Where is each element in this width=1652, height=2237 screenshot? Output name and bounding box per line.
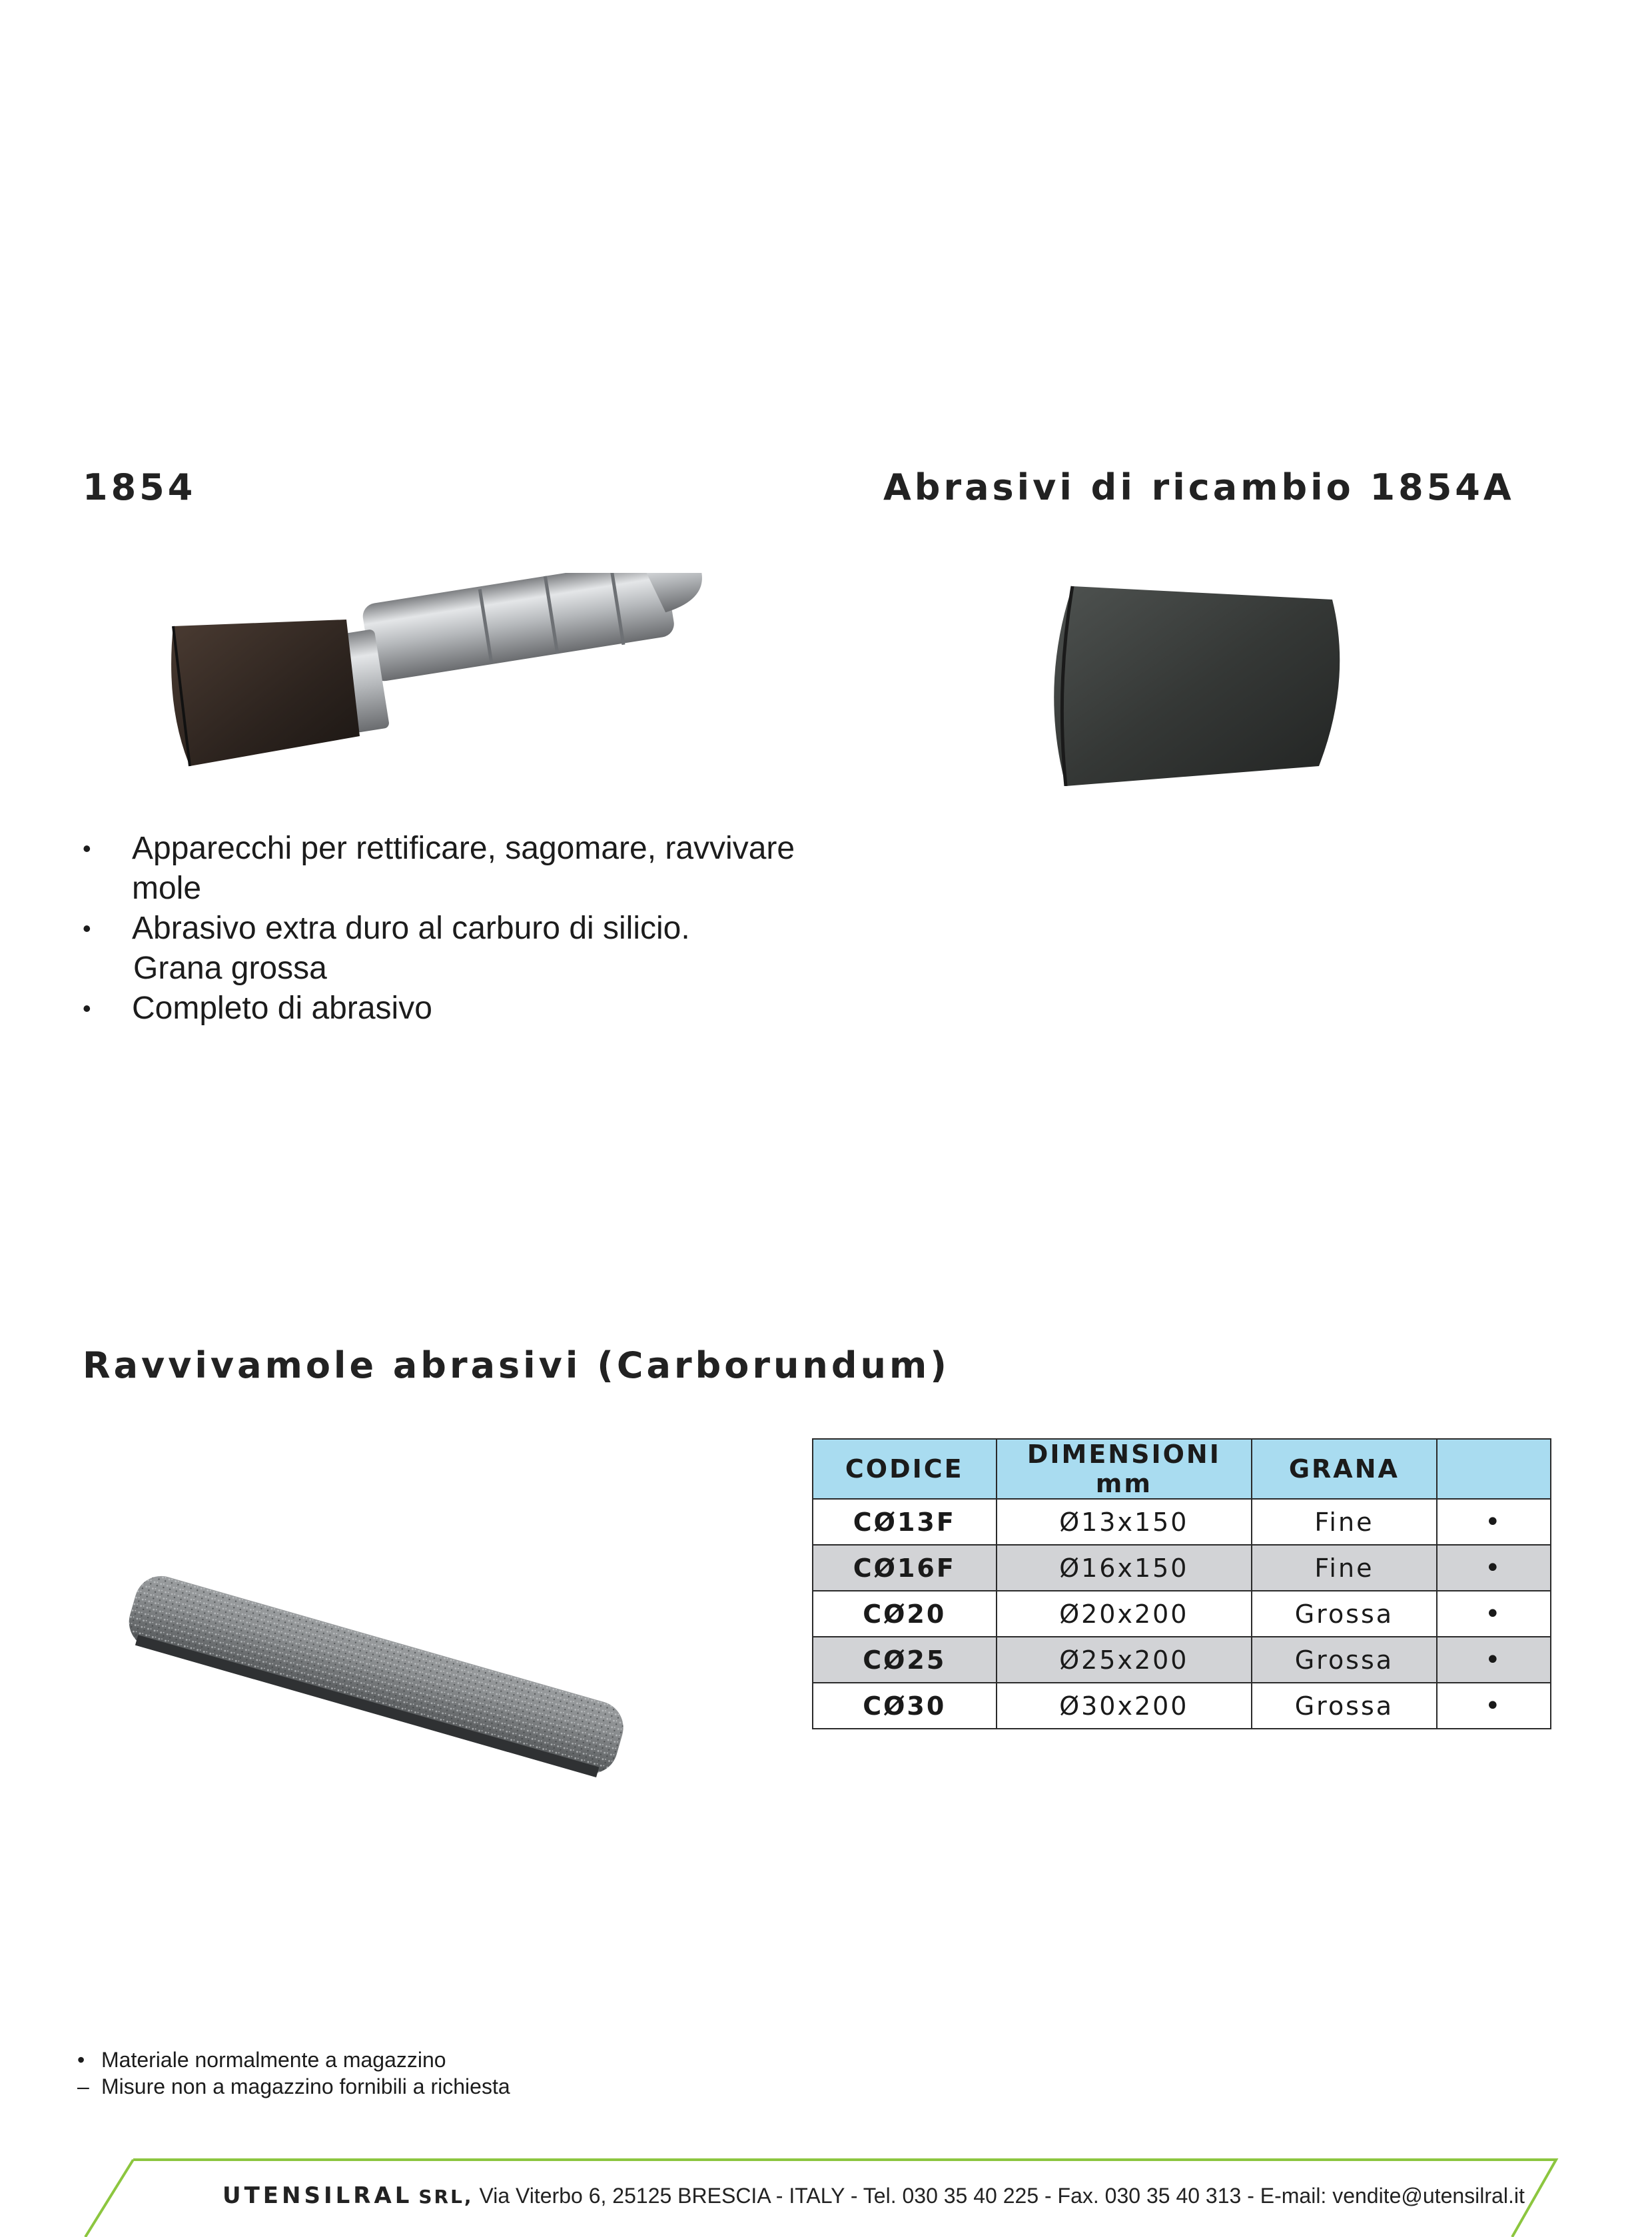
footer-brand: UTENSILRAL	[222, 2182, 413, 2209]
cell-grain: Grossa	[1252, 1637, 1437, 1683]
cell-grain: Fine	[1252, 1545, 1437, 1591]
cell-code: CØ30	[813, 1683, 997, 1729]
feature-item-continuation: Grana grossa	[133, 951, 327, 986]
tool-code-heading: 1854	[83, 466, 197, 508]
footer-address	[222, 2182, 1525, 2209]
feature-item-continuation: mole	[132, 871, 202, 906]
header-stock	[1437, 1439, 1551, 1499]
feature-list	[83, 829, 882, 1029]
cell-stock: •	[1437, 1637, 1551, 1683]
legend-text: Materiale normalmente a magazzino	[101, 2048, 446, 2072]
legend-note	[77, 2046, 510, 2073]
dresser-heading: Ravvivamole abrasivi (Carborundum)	[83, 1344, 950, 1386]
cell-stock: •	[1437, 1545, 1551, 1591]
cell-dimensions: Ø13x150	[997, 1499, 1252, 1545]
feature-item: • Apparecchi per rettificare, sagomare, ravvivare	[83, 829, 882, 869]
table-row	[813, 1683, 1551, 1729]
cell-code: CØ16F	[813, 1545, 997, 1591]
cell-dimensions: Ø30x200	[997, 1683, 1252, 1729]
legend-text: Misure non a magazzino fornibili a richiesta	[101, 2074, 510, 2098]
cell-code: CØ25	[813, 1637, 997, 1683]
legend-mark: •	[77, 2048, 85, 2072]
cell-stock: •	[1437, 1499, 1551, 1545]
header-code: CODICE	[813, 1439, 997, 1499]
spare-abrasives-heading: Abrasivi di ricambio 1854A	[883, 466, 1515, 508]
cell-code: CØ20	[813, 1591, 997, 1637]
cell-stock: •	[1437, 1591, 1551, 1637]
footer-srl: SRL,	[418, 2186, 474, 2208]
legend-note	[77, 2073, 510, 2100]
header-grain: GRANA	[1252, 1439, 1437, 1499]
table-header-row	[813, 1439, 1551, 1499]
cell-grain: Grossa	[1252, 1591, 1437, 1637]
cell-grain: Grossa	[1252, 1683, 1437, 1729]
carborundum-stick-image	[120, 1552, 646, 1779]
legend-mark: –	[77, 2074, 89, 2098]
cell-dimensions: Ø25x200	[997, 1637, 1252, 1683]
cell-stock: •	[1437, 1683, 1551, 1729]
cell-dimensions: Ø20x200	[997, 1591, 1252, 1637]
table-row	[813, 1499, 1551, 1545]
dresser-tool-image	[153, 573, 726, 786]
spare-abrasive-image	[1039, 573, 1346, 786]
table-row	[813, 1591, 1551, 1637]
table-row	[813, 1545, 1551, 1591]
feature-item: • Completo di abrasivo	[83, 989, 882, 1029]
cell-grain: Fine	[1252, 1499, 1437, 1545]
cell-code: CØ13F	[813, 1499, 997, 1545]
legend-notes	[77, 2046, 510, 2100]
footer-details: Via Viterbo 6, 25125 BRESCIA - ITALY - Tel. 030 35 40 225 - Fax. 030 35 40 313 - E-mail: vendite@utensilral.it	[479, 2184, 1525, 2208]
header-dimensions: DIMENSIONI mm	[997, 1439, 1252, 1499]
table-row	[813, 1637, 1551, 1683]
feature-item: • Abrasivo extra duro al carburo di silicio.	[83, 909, 882, 949]
spec-table	[812, 1438, 1551, 1729]
cell-dimensions: Ø16x150	[997, 1545, 1252, 1591]
